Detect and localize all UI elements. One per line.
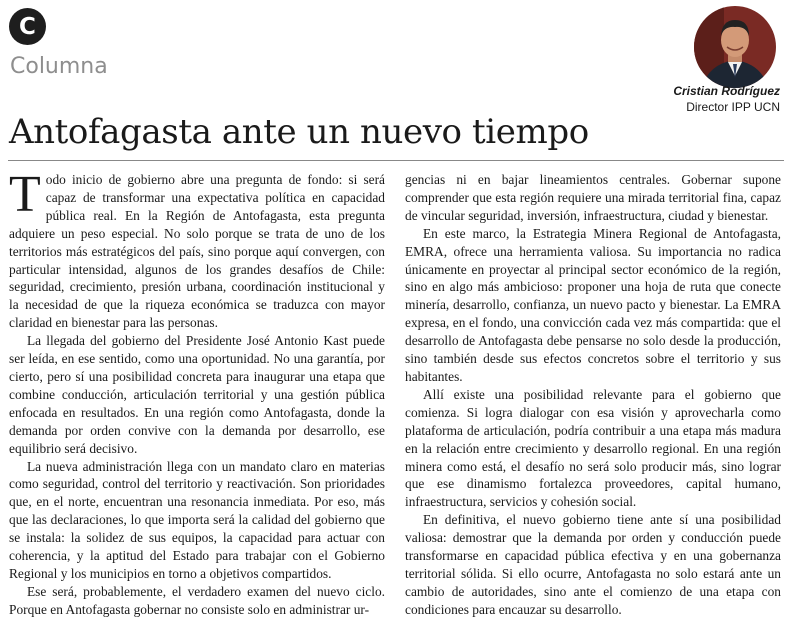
author-role: Director IPP UCN (686, 100, 780, 114)
title-divider (8, 160, 784, 161)
article-column-right (405, 171, 781, 619)
drop-cap: T (9, 166, 41, 223)
section-label: Columna (10, 54, 108, 79)
author-photo (694, 6, 776, 88)
paragraph: Ese será, probablemente, el verdadero examen del nuevo ciclo. Porque en Antofagasta gobernar no consiste solo en administrar ur- (9, 583, 385, 617)
paragraph: Todo inicio de gobierno abre una pregunta de fondo: si será capaz de transformar una expectativa política en capacidad pública real. En la Región de Antofagasta, esta pregunta adquiere un peso especial. No solo porque se trata de uno de los territorios más estratégicos del país, sino porque aquí convergen, con particular intensidad, algunos de los grandes desafíos de Chile: seguridad, crecimiento, presión urbana, coordinación institucional y la necesidad de que la riqueza económica se traduzca con mayor claridad en bienestar para las personas. (9, 166, 385, 331)
column-badge: C (9, 8, 46, 45)
author-name: Cristian Rodríguez (673, 84, 780, 98)
paragraph: En este marco, la Estrategia Minera Regional de Antofagasta, EMRA, ofrece una herramienta valiosa. Su importancia no radica únicamente en proyectar al principal sector económico de la región, sino en algo más ambicioso: proponer una hoja de ruta que conecte minería, desarrollo, confianza, un nuevo pacto y bienestar. La EMRA expresa, en el fondo, una convicción cada vez más compartida: que el desarrollo de Antofagasta debe pensarse no solo desde la producción, sino también desde sus efectos concretos sobre el territorio y sus habitantes. (405, 225, 781, 384)
paragraph: gencias ni en bajar lineamientos centrales. Gobernar supone comprender que esta región requiere una mirada territorial fina, capaz de vincular seguridad, inversión, infraestructura, ciudad y bienestar. (405, 172, 781, 223)
author-byline (673, 83, 780, 115)
article-column-left (9, 166, 385, 619)
paragraph: La llegada del gobierno del Presidente José Antonio Kast puede ser leída, en ese sentido, como una oportunidad. No una garantía, por cierto, pero sí una posibilidad concreta para inaugurar una etapa que combine conducción, articulación territorial y una gestión pública enfocada en resultados. En una región como Antofagasta, donde la demanda por orden convive con la demanda por desarrollo, ese equilibrio será decisivo. (9, 333, 385, 456)
paragraph: Allí existe una posibilidad relevante para el gobierno que comienza. Si logra dialogar con esa visión y aprovecharla como plataforma de articulación, podría contribuir a una etapa más madura en la relación entre crecimiento y desarrollo regional. En una región minera como está, el desafío no será solo producir más, sino lograr que ese dinamismo fortalezca proveedores, capital humano, infraestructura, servicios y cohesión social. (405, 386, 781, 510)
paragraph: La nueva administración llega con un mandato claro en materias como seguridad, control del territorio y reactivación. Son prioridades que, en el norte, encuentran una resonancia inmediata. Por eso, más que las declaraciones, lo que importa será la calidad del gobierno que se instala: la solidez de sus equipos, la capacidad para actuar con coherencia, y la aptitud del Estado para trabajar con el Gobierno Regional y los municipios en torno a objetivos compartidos. (9, 458, 385, 581)
paragraph: En definitiva, el nuevo gobierno tiene ante sí una posibilidad valiosa: demostrar que la demanda por orden y conducción puede transformarse en capacidad pública efectiva y en una gobernanza territorial sólida. Si ello ocurre, Antofagasta no solo estará ante un cambio de autoridades, sino ante el comienzo de una etapa con condiciones para encauzar su desarrollo. (405, 512, 781, 617)
article-title: Antofagasta ante un nuevo tiempo (9, 112, 589, 152)
